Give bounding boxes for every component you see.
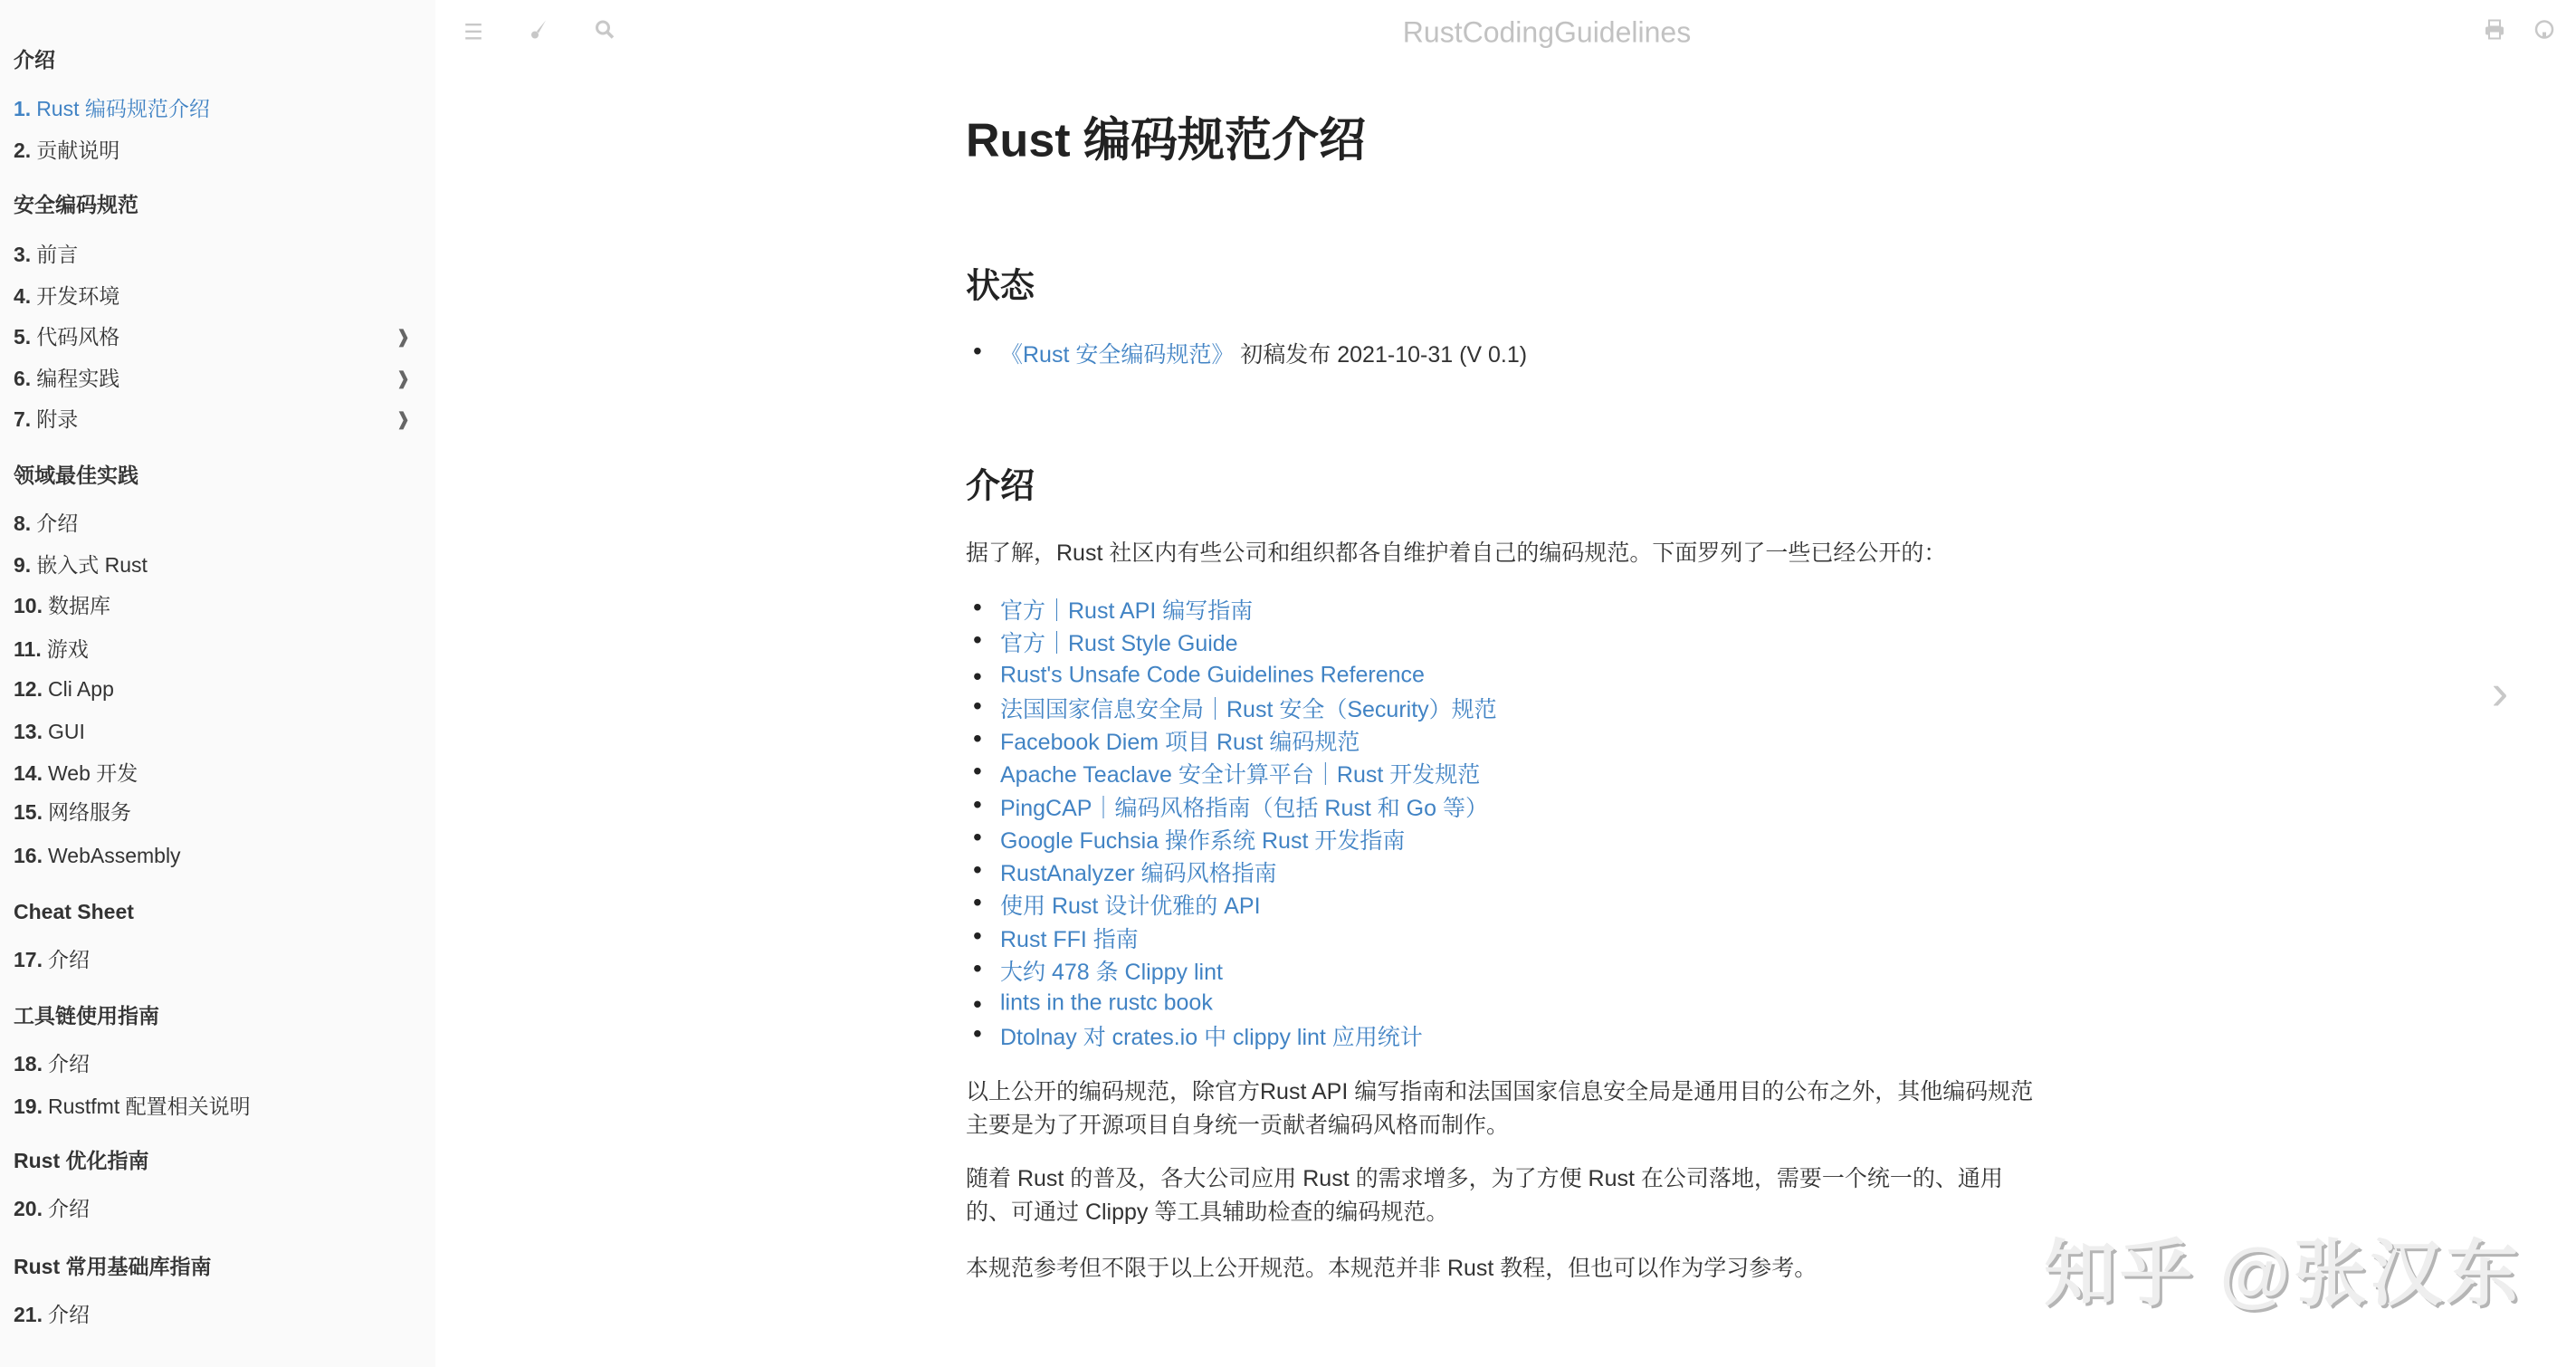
item-number: 16.	[14, 844, 43, 867]
sidebar-item-4[interactable]	[14, 282, 119, 310]
chevron-right-icon[interactable]: ❱	[396, 327, 411, 348]
chevron-right-icon[interactable]: ❱	[396, 368, 411, 389]
sidebar-section-cheatsheet: Cheat Sheet	[14, 900, 134, 923]
guideline-link[interactable]: 法国国家信息安全局｜Rust 安全（Security）规范	[1000, 697, 1497, 722]
list-item	[1000, 757, 1480, 789]
status-item	[1000, 337, 1527, 369]
item-number: 15.	[14, 800, 43, 824]
item-number: 1.	[14, 97, 32, 120]
item-number: 20.	[14, 1197, 43, 1220]
sidebar-item-20[interactable]	[14, 1195, 90, 1222]
guideline-link[interactable]: 使用 Rust 设计优雅的 API	[1000, 894, 1261, 919]
item-label: 前言	[36, 243, 79, 266]
sidebar-item-17[interactable]	[14, 946, 90, 973]
sidebar-item-2[interactable]	[14, 137, 119, 164]
list-item	[1000, 922, 1139, 954]
intro-paragraph: 据了解，Rust 社区内有些公司和组织都各自维护着自己的编码规范。下面罗列了一些已经公开的：	[966, 540, 1947, 566]
sidebar-section-intro: 介绍	[14, 48, 55, 72]
sidebar-item-21[interactable]	[14, 1301, 90, 1328]
guideline-link[interactable]: 官方｜Rust Style Guide	[1000, 631, 1238, 656]
item-label: 介绍	[47, 948, 90, 971]
guideline-link[interactable]: Apache Teaclave 安全计算平台｜Rust 开发规范	[1000, 762, 1481, 788]
item-number: 14.	[14, 761, 43, 785]
guideline-link[interactable]: PingCAP｜编码风格指南（包括 Rust 和 Go 等）	[1000, 796, 1488, 821]
watermark: 知乎 @张汉东	[2044, 1233, 2523, 1314]
item-label: 开发环境	[36, 284, 120, 308]
print-icon[interactable]	[2484, 19, 2505, 47]
item-label: Rustfmt 配置相关说明	[47, 1095, 251, 1118]
sidebar-item-6[interactable]	[14, 365, 119, 392]
guideline-link[interactable]: 官方｜Rust API 编写指南	[1000, 598, 1254, 624]
item-label: 编程实践	[36, 367, 120, 390]
item-number: 3.	[14, 243, 32, 266]
item-number: 13.	[14, 720, 43, 743]
item-number: 6.	[14, 367, 32, 390]
paragraph: 以上公开的编码规范，除官方Rust API 编写指南和法国国家信息安全局是通用目的公布之外，其他编码规范主要是为了开源项目自身统一贡献者编码风格而制作。	[966, 1079, 2034, 1138]
book-title: RustCodingGuidelines	[1402, 15, 1692, 49]
list-item	[1000, 593, 1253, 626]
sidebar-item-18[interactable]	[14, 1050, 90, 1077]
list-item	[1000, 790, 1488, 823]
item-label: 游戏	[46, 637, 89, 661]
sidebar-item-7[interactable]	[14, 406, 78, 433]
search-icon[interactable]	[594, 19, 615, 47]
item-label: 嵌入式 Rust	[36, 553, 148, 577]
item-number: 21.	[14, 1303, 43, 1326]
item-number: 5.	[14, 325, 32, 349]
sidebar-section-optimization: Rust 优化指南	[14, 1149, 149, 1172]
list-item	[1000, 663, 1425, 689]
sidebar-item-19[interactable]	[14, 1093, 251, 1120]
chevron-right-icon[interactable]: ❱	[396, 409, 411, 430]
sidebar-item-5[interactable]	[14, 323, 119, 350]
item-label: 附录	[36, 407, 79, 431]
item-label: Web 开发	[47, 761, 138, 785]
item-number: 8.	[14, 511, 32, 535]
guideline-link[interactable]: Google Fuchsia 操作系统 Rust 开发指南	[1000, 828, 1406, 854]
guideline-link[interactable]: RustAnalyzer 编码风格指南	[1000, 861, 1277, 886]
sidebar	[0, 0, 435, 1367]
item-number: 18.	[14, 1052, 43, 1075]
item-label: WebAssembly	[47, 844, 181, 867]
guideline-link[interactable]: Dtolnay 对 crates.io 中 clippy lint 应用统计	[1000, 1025, 1423, 1050]
item-number: 9.	[14, 553, 32, 577]
sidebar-item-9[interactable]	[14, 551, 148, 578]
sidebar-section-toolchain: 工具链使用指南	[14, 1004, 159, 1028]
paragraph: 本规范参考但不限于以上公开规范。本规范并非 Rust 教程，但也可以作为学习参考。	[966, 1256, 1818, 1281]
sidebar-item-15[interactable]	[14, 798, 131, 826]
item-number: 10.	[14, 594, 43, 617]
item-label: 贡献说明	[36, 139, 120, 162]
sidebar-item-16[interactable]	[14, 842, 181, 869]
item-label: 介绍	[36, 511, 79, 535]
page-title: Rust 编码规范介绍	[966, 114, 1367, 167]
sidebar-section-libraries: Rust 常用基础库指南	[14, 1255, 212, 1278]
list-item	[1000, 626, 1238, 658]
item-label: Rust 编码规范介绍	[36, 97, 210, 120]
item-number: 17.	[14, 948, 43, 971]
list-item	[1000, 888, 1261, 921]
item-label: GUI	[47, 720, 85, 743]
sidebar-item-3[interactable]	[14, 241, 78, 268]
github-icon[interactable]	[2533, 19, 2555, 47]
list-item	[1000, 823, 1405, 856]
sidebar-item-11[interactable]	[14, 636, 89, 663]
sidebar-item-1[interactable]	[14, 95, 210, 122]
item-number: 12.	[14, 677, 43, 701]
guideline-link[interactable]: Rust's Unsafe Code Guidelines Reference	[1000, 662, 1425, 688]
status-text: 初稿发布 2021-10-31 (V 0.1)	[1234, 342, 1528, 368]
item-number: 2.	[14, 139, 32, 162]
item-number: 4.	[14, 284, 32, 308]
sidebar-section-domain: 领域最佳实践	[14, 464, 138, 487]
list-item	[1000, 1019, 1423, 1052]
list-item	[1000, 856, 1277, 888]
item-label: 数据库	[47, 594, 110, 617]
guideline-link[interactable]: 大约 478 条 Clippy lint	[1000, 960, 1223, 985]
list-item	[1000, 724, 1360, 757]
paintbrush-icon[interactable]	[528, 19, 549, 47]
sidebar-section-security: 安全编码规范	[14, 193, 138, 216]
menu-icon[interactable]: ☰	[463, 20, 483, 45]
status-heading: 状态	[966, 267, 1035, 306]
list-item	[1000, 990, 1213, 1017]
guideline-link[interactable]: Facebook Diem 项目 Rust 编码规范	[1000, 730, 1360, 755]
sidebar-item-14[interactable]	[14, 760, 138, 787]
item-label: 网络服务	[47, 800, 131, 824]
sidebar-item-13[interactable]	[14, 718, 85, 745]
item-number: 7.	[14, 407, 32, 431]
item-label: 介绍	[47, 1052, 90, 1075]
item-label: Cli App	[47, 677, 114, 701]
item-number: 11.	[14, 637, 42, 661]
guideline-link[interactable]: Rust FFI 指南	[1000, 927, 1139, 952]
intro-heading: 介绍	[966, 467, 1035, 506]
item-label: 介绍	[47, 1197, 90, 1220]
item-label: 介绍	[47, 1303, 90, 1326]
item-number: 19.	[14, 1095, 43, 1118]
list-item	[1000, 954, 1223, 987]
status-link[interactable]: 《Rust 安全编码规范》	[1000, 342, 1235, 368]
sidebar-item-8[interactable]	[14, 510, 78, 537]
next-page-chevron-icon[interactable]: ›	[2491, 663, 2509, 721]
item-label: 代码风格	[36, 325, 120, 349]
guideline-link[interactable]: lints in the rustc book	[1000, 989, 1213, 1016]
paragraph: 随着 Rust 的普及，各大公司应用 Rust 的需求增多，为了方便 Rust 在公司落地，需要一个统一的、通用的、可通过 Clippy 等工具辅助检查的编码规范。	[966, 1166, 2003, 1225]
sidebar-item-10[interactable]	[14, 592, 110, 619]
sidebar-item-12[interactable]	[14, 675, 114, 703]
list-item	[1000, 692, 1497, 724]
